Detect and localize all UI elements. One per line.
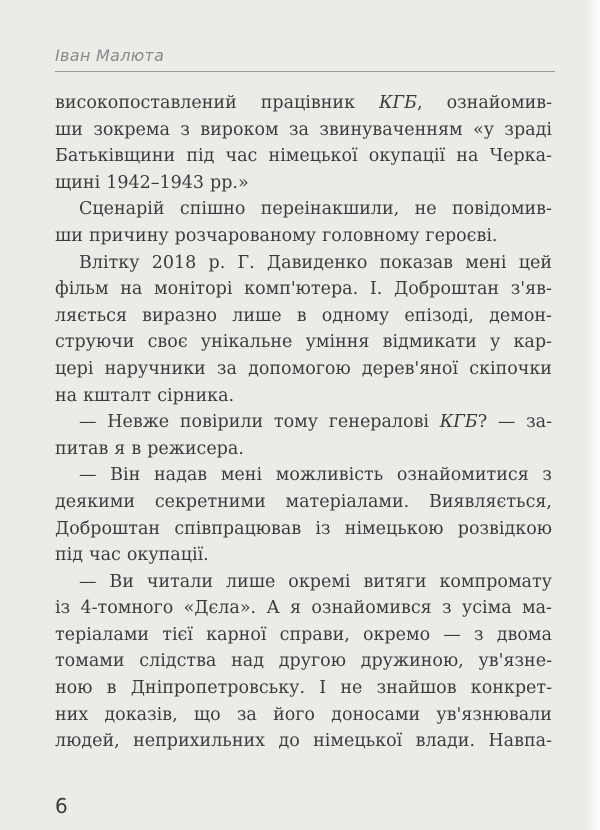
word: — xyxy=(443,624,461,645)
italic-abbreviation: КГБ xyxy=(439,412,478,433)
text-line xyxy=(55,409,552,436)
italic-abbreviation: КГБ xyxy=(379,93,418,113)
word: вироком xyxy=(200,119,279,140)
word: ознайомив- xyxy=(446,93,552,113)
word: з xyxy=(473,624,484,645)
word: у xyxy=(490,332,501,353)
word: в xyxy=(131,438,142,459)
word: скіпочки xyxy=(469,358,552,379)
word: витяги xyxy=(363,571,427,592)
word: ув'язнювали xyxy=(436,704,552,725)
text-line xyxy=(55,702,552,729)
word: них xyxy=(55,704,89,725)
word: з xyxy=(180,119,190,140)
text-line xyxy=(55,675,552,702)
text-line xyxy=(55,223,552,250)
word: цей xyxy=(518,252,552,273)
word: відмикати xyxy=(382,332,477,353)
word: під xyxy=(55,545,84,566)
word: на xyxy=(55,385,78,406)
word: можливість xyxy=(275,465,384,486)
word: ознайомитися xyxy=(396,465,529,486)
word: я xyxy=(290,598,302,619)
word: І xyxy=(319,678,327,699)
word: зраді xyxy=(504,119,552,140)
word: німецькою xyxy=(344,518,444,539)
word: демон- xyxy=(489,305,552,326)
text-line xyxy=(55,728,552,755)
word: час xyxy=(89,545,121,566)
text-line xyxy=(55,117,552,144)
word: не xyxy=(414,199,437,220)
word: Г. xyxy=(237,252,255,273)
word: співпрацював xyxy=(174,518,302,539)
word: цері xyxy=(55,358,94,379)
word: із xyxy=(55,598,71,619)
text-line xyxy=(55,196,552,223)
word: слідства xyxy=(139,651,217,672)
word: — xyxy=(79,571,97,592)
text-line xyxy=(55,303,552,330)
word: з'яв- xyxy=(510,279,552,300)
running-head-author: Іван Малюта xyxy=(55,46,165,65)
word: ув'язне- xyxy=(478,651,552,672)
text-line xyxy=(55,170,552,197)
word: другою xyxy=(278,651,346,672)
word: спішно xyxy=(179,199,246,220)
word: знайшов xyxy=(376,678,457,699)
word: Навпа- xyxy=(488,731,552,752)
word: час xyxy=(225,146,258,167)
word: питав xyxy=(55,438,109,459)
word: 1942–1943 xyxy=(106,172,205,193)
word: уміння xyxy=(305,332,370,353)
text-line xyxy=(55,489,552,516)
text-line xyxy=(55,595,552,622)
text-line xyxy=(55,383,552,410)
word: із xyxy=(315,518,331,539)
word: «у xyxy=(473,119,495,140)
word: Батьківщини xyxy=(55,146,176,167)
word: окупації xyxy=(368,146,446,167)
word: Доброштан xyxy=(394,279,500,300)
text-line xyxy=(55,90,552,117)
word: людей, xyxy=(55,731,120,752)
text-line xyxy=(55,329,552,356)
word: — xyxy=(497,412,516,433)
word: компромату xyxy=(439,571,552,592)
word: томами xyxy=(55,651,125,672)
word: Ви xyxy=(109,571,134,592)
word: 2018 xyxy=(151,252,197,273)
word: допомогою xyxy=(248,358,351,379)
word: лише xyxy=(232,305,282,326)
word: А xyxy=(266,598,280,619)
word: окупації. xyxy=(126,545,209,566)
word: героєві. xyxy=(425,225,498,246)
text-line xyxy=(55,622,552,649)
word: розвідкою xyxy=(457,518,552,539)
word: Невже xyxy=(107,412,170,433)
word: показав xyxy=(379,252,453,273)
word: дерев'яної xyxy=(361,358,459,379)
word: Влітку xyxy=(79,252,140,273)
word: своє xyxy=(147,332,188,353)
word: влади. xyxy=(415,731,476,752)
word: фільм xyxy=(55,279,109,300)
word: «Дєла». xyxy=(183,598,257,619)
word: ляється xyxy=(55,305,128,326)
word: ши xyxy=(55,225,83,246)
word: звинуваченням xyxy=(319,119,463,140)
page-number: 6 xyxy=(55,794,68,818)
word: повідомив- xyxy=(451,199,552,220)
text-line xyxy=(55,356,552,383)
word: р. xyxy=(208,252,226,273)
word: режисера. xyxy=(147,438,244,459)
word: головному xyxy=(322,225,420,246)
word: усіма xyxy=(461,598,512,619)
word: деякими xyxy=(55,491,136,512)
word: генералові xyxy=(328,412,430,433)
word: за- xyxy=(526,412,552,433)
text-line xyxy=(55,436,552,463)
word: переінакшили, xyxy=(260,199,400,220)
word: надав xyxy=(153,465,208,486)
word: Доброштан xyxy=(55,518,161,539)
word: секретними xyxy=(154,491,266,512)
word: в xyxy=(106,678,117,699)
word: дружиною, xyxy=(360,651,464,672)
word: я xyxy=(114,438,126,459)
word: Виявляється, xyxy=(428,491,552,512)
word: кар- xyxy=(513,332,552,353)
word: його xyxy=(273,704,315,725)
word: ма- xyxy=(521,598,552,619)
word: Черка- xyxy=(489,146,552,167)
word: з xyxy=(442,598,452,619)
word: тому xyxy=(273,412,319,433)
body-text xyxy=(55,90,552,755)
word: повірили xyxy=(179,412,264,433)
word: німецької xyxy=(268,146,358,167)
text-line xyxy=(55,542,552,569)
word: розчарованому xyxy=(174,225,317,246)
word: працівник xyxy=(260,93,356,113)
word: 4-томного xyxy=(80,598,174,619)
word: мені xyxy=(220,465,263,486)
word: за xyxy=(216,358,237,379)
word: конкрет- xyxy=(470,678,552,699)
word: зокрема xyxy=(93,119,170,140)
word: на xyxy=(120,279,143,300)
word: не xyxy=(340,678,363,699)
word: — xyxy=(79,412,97,433)
word: І. xyxy=(369,279,383,300)
word: КГБ, xyxy=(379,93,423,113)
word: наручники xyxy=(104,358,206,379)
word: матеріалами. xyxy=(285,491,410,512)
word: щині xyxy=(55,172,101,193)
word: — xyxy=(79,465,97,486)
word: на xyxy=(456,146,479,167)
word: доносами xyxy=(331,704,421,725)
page-edge-shadow xyxy=(586,0,600,830)
word: унікальне xyxy=(200,332,293,353)
word: що xyxy=(193,704,221,725)
word: окремо xyxy=(362,624,431,645)
word: ною xyxy=(55,678,93,699)
word: мені xyxy=(465,252,507,273)
word: неприхильних xyxy=(133,731,266,752)
word: німецької xyxy=(313,731,403,752)
word: окремі xyxy=(288,571,351,592)
word: струючи xyxy=(55,332,135,353)
word: з xyxy=(542,465,552,486)
word: над xyxy=(231,651,264,672)
text-line xyxy=(55,250,552,277)
word: за xyxy=(236,704,257,725)
word: Давиденко xyxy=(266,252,368,273)
word: теріалами xyxy=(55,624,150,645)
word: КГБ? xyxy=(439,412,488,433)
word: сірника. xyxy=(157,385,235,406)
text-line xyxy=(55,276,552,303)
word: тієї xyxy=(162,624,193,645)
word: виразно xyxy=(142,305,218,326)
text-line xyxy=(55,648,552,675)
header-rule xyxy=(55,71,555,72)
word: одному xyxy=(321,305,390,326)
word: ши xyxy=(55,119,83,140)
word: Сценарій xyxy=(79,199,165,220)
word: ознайомився xyxy=(311,598,432,619)
text-line xyxy=(55,516,552,543)
word: високопоставлений xyxy=(55,93,237,113)
word: читали xyxy=(146,571,214,592)
text-line xyxy=(55,569,552,596)
word: Дніпропетровську. xyxy=(130,678,306,699)
word: за xyxy=(289,119,309,140)
word: причину xyxy=(88,225,169,246)
text-line xyxy=(55,143,552,170)
word: до xyxy=(278,731,300,752)
word: епізоді, xyxy=(404,305,474,326)
word: комп'ютера. xyxy=(244,279,359,300)
word: карної xyxy=(206,624,267,645)
word: рр.» xyxy=(210,172,249,193)
word: Він xyxy=(110,465,141,486)
word: двома xyxy=(496,624,552,645)
word: моніторі xyxy=(154,279,233,300)
text-line xyxy=(55,462,552,489)
word: доказів, xyxy=(104,704,178,725)
word: в xyxy=(296,305,307,326)
word: лише xyxy=(225,571,276,592)
word: справи, xyxy=(279,624,350,645)
word: під xyxy=(186,146,215,167)
word: кшталт xyxy=(83,385,152,406)
